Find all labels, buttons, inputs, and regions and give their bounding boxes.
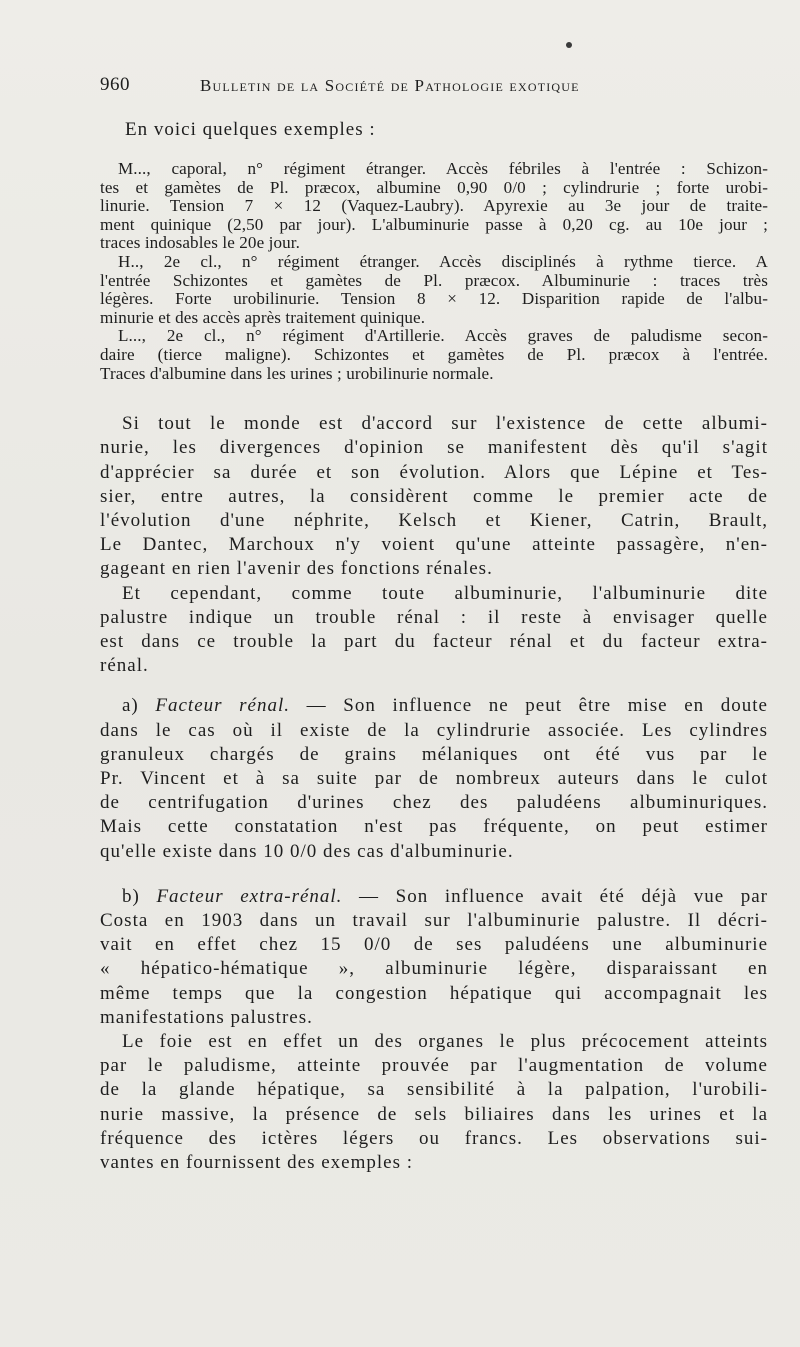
section-text: — Son influence ne peut être mise en doute xyxy=(290,695,768,717)
section-gap xyxy=(100,678,768,694)
text-line: gageant en rien l'avenir des fonctions rénales. xyxy=(100,558,493,580)
section-gap xyxy=(100,864,768,885)
paragraph xyxy=(100,1030,768,1175)
text-line: nurie, les divergences d'opinion se manifestent dès qu'il s'agit xyxy=(100,437,768,459)
text-line: sier, entre autres, la considèrent comme le premier acte de xyxy=(100,485,768,507)
section-title: Facteur extra-rénal. xyxy=(156,885,343,907)
text-line: M..., caporal, n° régiment étranger. Accès fébriles à l'entrée : Schizon- xyxy=(118,159,768,178)
text-line: d'apprécier sa durée et son évolution. Alors que Lépine et Tes- xyxy=(100,461,768,483)
text-line: Le foie est en effet un des organes le plus précocement atteints xyxy=(122,1031,768,1052)
page-content xyxy=(100,119,768,1175)
section-facteur-renal xyxy=(100,694,768,863)
text-line: légères. Forte urobilinurie. Tension 8 × 12. Disparition rapide de l'albu- xyxy=(100,289,768,309)
section-first-line xyxy=(100,694,768,718)
text-line: vantes en fournissent des exemples : xyxy=(100,1152,414,1174)
text-line: manifestations palustres. xyxy=(100,1006,313,1028)
text-line: même temps que la congestion hépatique qui accompagnait les xyxy=(100,982,768,1004)
case-observation xyxy=(100,160,768,253)
text-line: Si tout le monde est d'accord sur l'existence de cette albumi- xyxy=(122,413,768,435)
body-text xyxy=(100,412,768,1175)
text-line: est dans ce trouble la part du facteur rénal et du facteur extra- xyxy=(100,630,768,652)
intro-line: En voici quelques exemples : xyxy=(125,119,376,140)
text-line: nurie massive, la présence de sels biliaires dans les urines et la xyxy=(100,1103,768,1125)
paragraph xyxy=(100,582,768,679)
text-line: qu'elle existe dans 10 0/0 des cas d'albuminurie. xyxy=(100,840,514,862)
text-line: Le Dantec, Marchoux n'y voient qu'une atteinte passagère, n'en- xyxy=(100,534,768,556)
text-line: fréquence des ictères légers ou francs. Les observations sui- xyxy=(100,1127,768,1149)
text-line: rénal. xyxy=(100,655,149,677)
text-line: l'évolution d'une néphrite, Kelsch et Kiener, Catrin, Brault, xyxy=(100,509,768,531)
text-line: « hépatico-hématique », albuminurie légère, disparaissant en xyxy=(100,958,768,980)
text-line: l'entrée Schizontes et gamètes de Pl. præcox. Albuminurie : traces très xyxy=(100,270,768,290)
case-observation xyxy=(100,327,768,383)
text-line: palustre indique un trouble rénal : il reste à envisager quelle xyxy=(100,606,768,628)
text-line: Traces d'albumine dans les urines ; urobilinurie normale. xyxy=(100,363,494,383)
text-line: Costa en 1903 dans un travail sur l'albuminurie palustre. Il décri- xyxy=(100,909,768,931)
text-line: dans le cas où il existe de la cylindrurie associée. Les cylindres xyxy=(100,719,768,741)
text-line: de centrifugation d'urines chez des paludéens albuminuriques. xyxy=(100,792,768,814)
section-text: — Son influence avait été déjà vue par xyxy=(342,885,768,907)
text-line: linurie. Tension 7 × 12 (Vaquez-Laubry). Apyrexie au 3e jour de traite- xyxy=(100,196,768,216)
section-facteur-extra-renal xyxy=(100,885,768,1030)
text-line: H.., 2e cl., n° régiment étranger. Accès disciplinés à rythme tierce. A xyxy=(118,251,768,271)
text-line: Et cependant, comme toute albuminurie, l'albuminurie dite xyxy=(122,582,768,604)
running-head: Bulletin de la Société de Pathologie exotique xyxy=(200,76,580,95)
text-line: Mais cette constatation n'est pas fréquente, on peut estimer xyxy=(100,816,768,838)
text-line: par le paludisme, atteinte prouvée par l'augmentation de volume xyxy=(100,1055,768,1077)
paragraph xyxy=(100,412,768,581)
text-line: Pr. Vincent et à sa suite par de nombreux auteurs dans le culot xyxy=(100,767,768,789)
text-line: L..., 2e cl., n° régiment d'Artillerie. Accès graves de paludisme secon- xyxy=(118,326,768,346)
section-label: a) xyxy=(122,695,156,717)
text-line: tes et gamètes de Pl. præcox, albumine 0,90 0/0 ; cylindrurie ; forte urobi- xyxy=(100,177,768,197)
case-observations xyxy=(100,160,768,383)
page-number: 960 xyxy=(100,74,130,95)
text-line: de la glande hépatique, sa sensibilité à la palpation, l'urobili- xyxy=(100,1079,768,1101)
text-line: minurie et des accès après traitement quinique. xyxy=(100,307,426,327)
text-line: granuleux chargés de grains mélaniques ont été vus par le xyxy=(100,743,768,765)
text-line: daire (tierce maligne). Schizontes et gamètes de Pl. præcox à l'entrée. xyxy=(100,344,768,364)
text-line: ment quinique (2,50 par jour). L'albuminurie passe à 0,20 cg. au 10e jour ; xyxy=(100,214,768,234)
page-header xyxy=(100,74,680,104)
section-label: b) xyxy=(122,885,157,907)
text-line: traces indosables le 20e jour. xyxy=(100,233,300,253)
section-title: Facteur rénal. xyxy=(155,695,291,717)
case-observation xyxy=(100,253,768,327)
ink-dot xyxy=(566,42,572,48)
section-first-line xyxy=(100,885,768,909)
text-line: vait en effet chez 15 0/0 de ses paludéens une albuminurie xyxy=(100,934,768,956)
